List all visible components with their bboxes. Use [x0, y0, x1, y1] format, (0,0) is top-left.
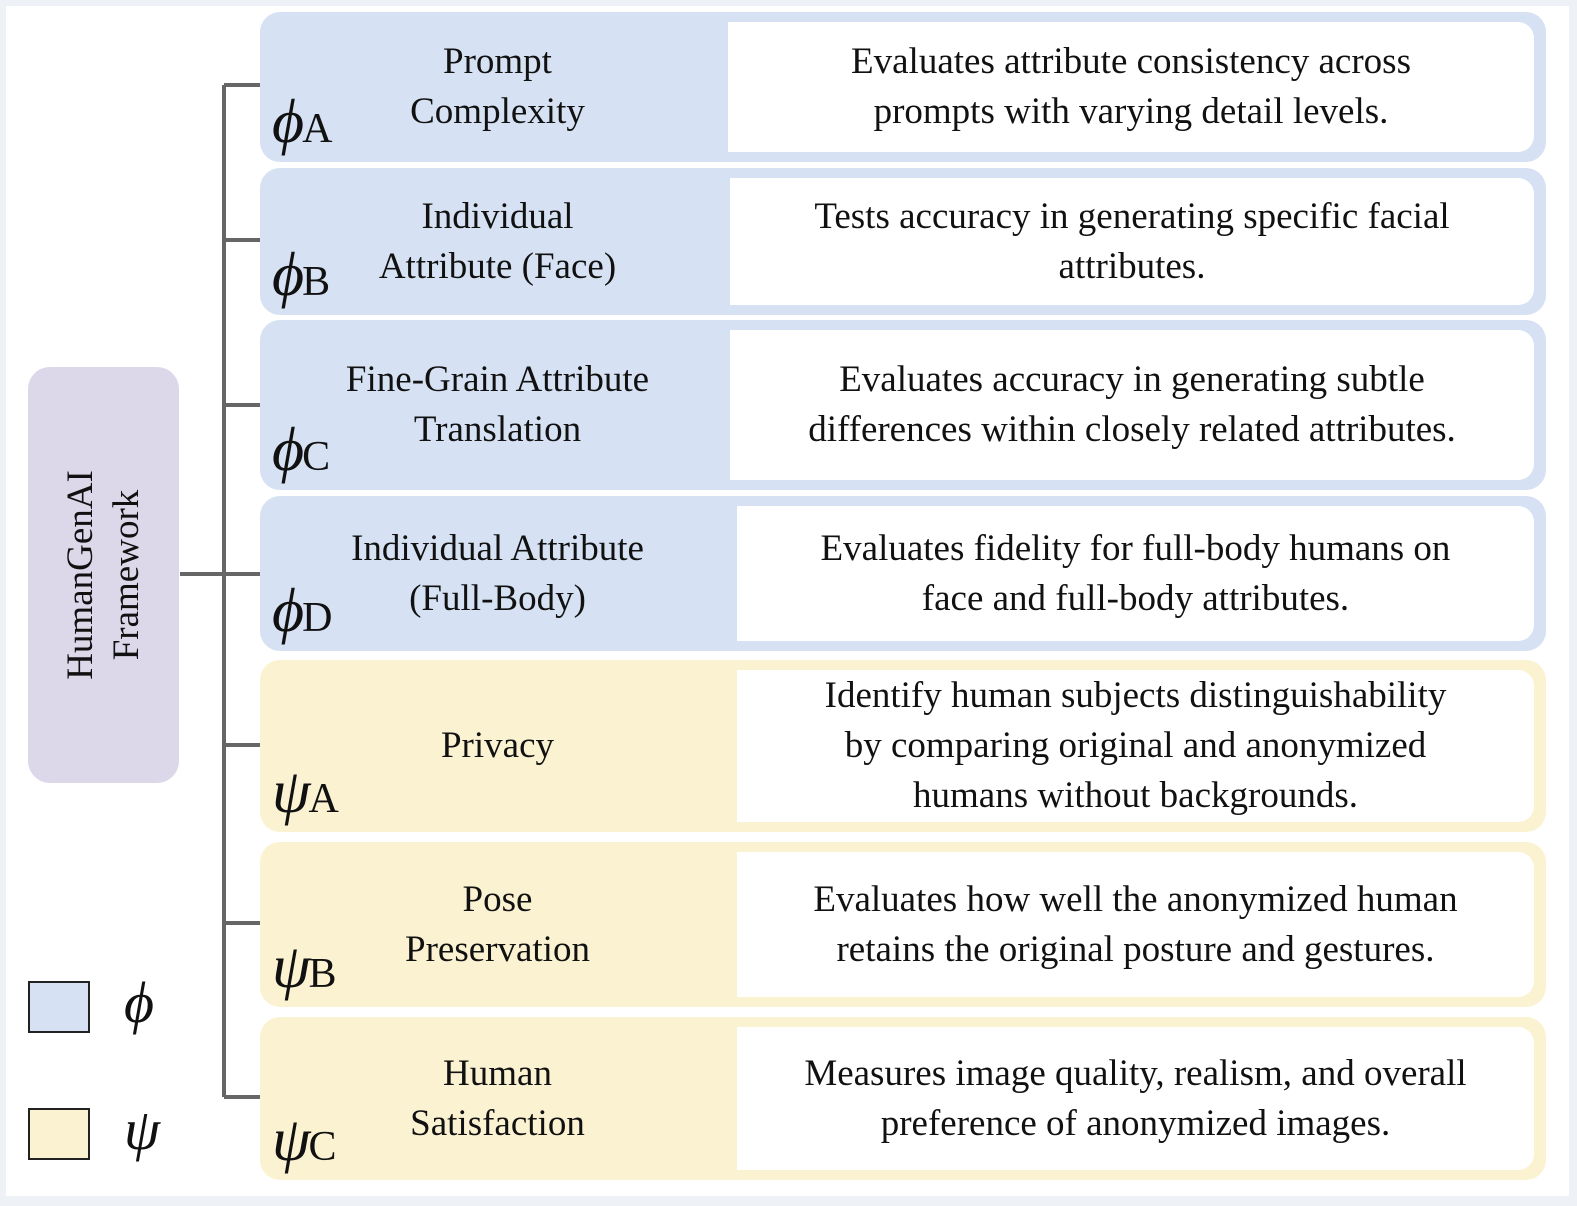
symbol-glyph: ψ [272, 933, 311, 1001]
symbol-glyph: ϕ [272, 416, 305, 484]
metric-description-line: Tests accuracy in generating specific facial [814, 195, 1450, 237]
metric-row-phi-d [260, 496, 1546, 651]
metric-description [737, 852, 1534, 997]
root-label-line-2: Framework [105, 489, 147, 661]
root-node [28, 367, 179, 783]
metric-symbol [272, 88, 333, 160]
metric-description-line: preference of anonymized images. [880, 1102, 1391, 1144]
metric-description-line: humans without backgrounds. [913, 775, 1358, 816]
metric-description-line: prompts with varying detail levels. [873, 91, 1389, 132]
metric-symbol [272, 241, 331, 313]
metric-symbol [272, 933, 337, 1005]
symbol-subscript: D [302, 595, 333, 641]
metric-row-psi-b [260, 842, 1546, 1007]
metric-description [737, 506, 1534, 641]
metric-name [340, 168, 655, 315]
metric-name [340, 496, 655, 651]
legend-swatch-psi [28, 1108, 90, 1160]
legend-symbol-psi: ψ [124, 1097, 161, 1162]
metric-name-line: Fine-Grain Attribute [345, 359, 650, 400]
symbol-subscript: B [308, 951, 337, 997]
metric-description [730, 178, 1534, 305]
metric-name-line: Human [443, 1052, 552, 1094]
metric-row-psi-c [260, 1017, 1546, 1180]
metric-description-line: Evaluates fidelity for full-body humans on [820, 527, 1451, 569]
metric-description-line: differences within closely related attributes. [808, 409, 1456, 450]
symbol-glyph: ψ [272, 758, 311, 826]
metric-description-line: Evaluates how well the anonymized human [813, 878, 1458, 920]
metric-name-line: Complexity [410, 91, 585, 132]
symbol-glyph: ϕ [272, 241, 305, 309]
metric-name [340, 1017, 655, 1180]
metric-row-phi-c [260, 320, 1546, 490]
metric-name-line: Attribute (Face) [378, 245, 617, 287]
root-label-line-1: HumanGenAI [59, 470, 101, 680]
metric-description-line: face and full-body attributes. [921, 577, 1350, 619]
metric-row-psi-a [260, 660, 1546, 832]
metric-name [340, 842, 655, 1007]
symbol-glyph: ψ [272, 1106, 311, 1174]
metric-name-line: Translation [413, 409, 582, 450]
root-label [58, 470, 150, 680]
metric-description-line: Evaluates attribute consistency across [851, 41, 1411, 82]
metric-name-line: Preservation [405, 928, 590, 970]
metric-description-line: retains the original posture and gestures. [836, 928, 1435, 970]
metric-name-line: Prompt [443, 41, 552, 82]
metric-name-line: (Full-Body) [409, 577, 586, 619]
metric-description [737, 1027, 1534, 1170]
metric-description-line: Measures image quality, realism, and overall [804, 1052, 1467, 1094]
metric-symbol [272, 416, 331, 488]
metric-name [340, 12, 655, 162]
symbol-glyph: ϕ [272, 88, 305, 156]
metric-name [340, 320, 655, 490]
symbol-subscript: C [302, 434, 331, 480]
metric-description [737, 670, 1534, 822]
metric-description-line: by comparing original and anonymized [844, 725, 1427, 766]
symbol-subscript: B [302, 259, 331, 305]
legend-symbol-phi: ϕ [124, 970, 155, 1035]
metric-symbol [272, 758, 339, 830]
metric-description [730, 330, 1534, 480]
metric-row-phi-b [260, 168, 1546, 315]
metric-description-line: Identify human subjects distinguishability [824, 675, 1447, 716]
metric-description-line: Evaluates accuracy in generating subtle [839, 359, 1425, 400]
metric-name-line: Satisfaction [410, 1102, 585, 1144]
metric-name-line: Pose [462, 878, 533, 920]
metric-description [728, 22, 1534, 152]
metric-description-line: attributes. [1058, 245, 1206, 287]
legend-swatch-phi [28, 981, 90, 1033]
metric-name-line: Individual Attribute [351, 527, 644, 569]
symbol-subscript: C [308, 1124, 337, 1170]
symbol-glyph: ϕ [272, 577, 305, 645]
symbol-subscript: A [308, 776, 339, 822]
metric-symbol [272, 577, 333, 649]
metric-name-line: Privacy [440, 725, 555, 766]
metric-row-phi-a [260, 12, 1546, 162]
symbol-subscript: A [302, 106, 333, 152]
metric-name [340, 660, 655, 832]
metric-name-line: Individual [421, 195, 574, 237]
metric-symbol [272, 1106, 337, 1178]
